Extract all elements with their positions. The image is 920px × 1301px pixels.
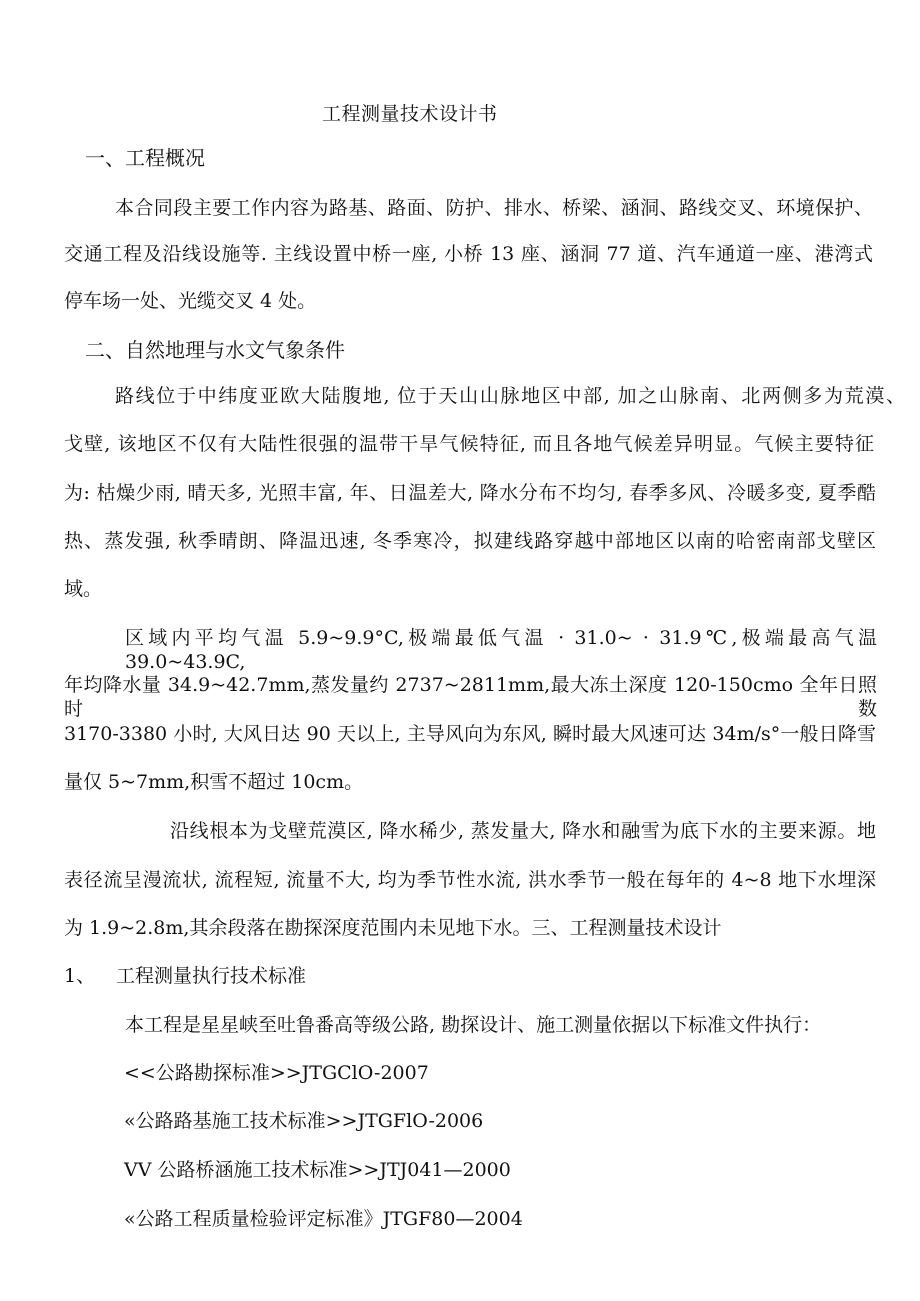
paragraph-line: 区域内平均气温 5.9~9.9°C,极端最低气温 · 31.0~ · 31.9℃,极端最高气温 39.0~43.9C, [125,627,877,673]
paragraph-line: 路线位于中纬度亚欧大陆腹地, 位于天山山脉地区中部, 加之山脉南、北两侧多为荒漠、 [115,385,905,407]
standard-reference: «公路路基施工技术标准>>JTGFlO-2006 [124,1110,484,1132]
section-heading-geography: 二、自然地理与水文气象条件 [85,338,345,362]
list-item-title: 工程测量执行技术标准 [116,965,307,987]
paragraph-line: 本工程是星星峡至吐鲁番高等级公路, 勘探设计、施工测量依据以下标准文件执行： [125,1014,822,1036]
paragraph-line: 沿线根本为戈壁荒漠区, 降水稀少, 蒸发量大, 降水和融雪为底下水的主要来源。地 [170,820,876,842]
paragraph-line: 戈壁, 该地区不仅有大陆性很强的温带干旱气候特征, 而且各地气候差异明显。气候主要特征 [64,433,874,455]
paragraph-line: 为 1.9~2.8m,其余段落在勘探深度范围内未见地下水。三、工程测量技术设计 [64,917,722,939]
paragraph-line: 域。 [64,578,103,600]
section-heading-overview: 一、工程概况 [85,146,205,170]
paragraph-line: 量仅 5~7mm,积雪不超过 10cm。 [64,771,364,793]
paragraph-line: 3170-3380 小时, 大风日达 90 天以上, 主导风向为东风, 瞬时最大风速可达 34m∕s°一般日降雪 [64,723,876,745]
paragraph-line: 表径流呈漫流状, 流程短, 流量不大, 均为季节性水流, 洪水季节一般在每年的 4~8 地下水埋深 [64,869,876,891]
paragraph-line: 停车场一处、光缆交叉 4 处。 [64,290,317,312]
paragraph-line: 本合同段主要工作内容为路基、路面、防护、排水、桥梁、涵洞、路线交叉、环境保护、 [115,197,873,219]
standard-reference: «公路工程质量检验评定标准》JTGF80—2004 [124,1208,523,1230]
list-item-number: 1、 [64,965,96,987]
paragraph-line: 热、蒸发强, 秋季晴朗、降温迅速, 冬季寒冷，拟建线路穿越中部地区以南的哈密南部戈壁区 [64,530,876,552]
paragraph-line: 年均降水量 34.9~42.7mm,蒸发量约 2737~2811mm,最大冻土深度 120-150cmo 全年日照时数 [64,674,877,720]
standard-reference: <<公路勘探标准>>JTGClO-2007 [124,1062,429,1084]
paragraph-line: 交通工程及沿线设施等. 主线设置中桥一座, 小桥 13 座、涵洞 77 道、汽车通道一座、港湾式 [64,243,873,265]
paragraph-line: 为: 枯燥少雨, 晴天多, 光照丰富, 年、日温差大, 降水分布不均匀, 春季多风、冷暖多变, 夏季酷 [64,482,876,504]
standard-reference: VV 公路桥涵施工技术标准>>JTJ041—2000 [124,1159,511,1181]
page-title: 工程测量技术设计书 [322,103,498,125]
